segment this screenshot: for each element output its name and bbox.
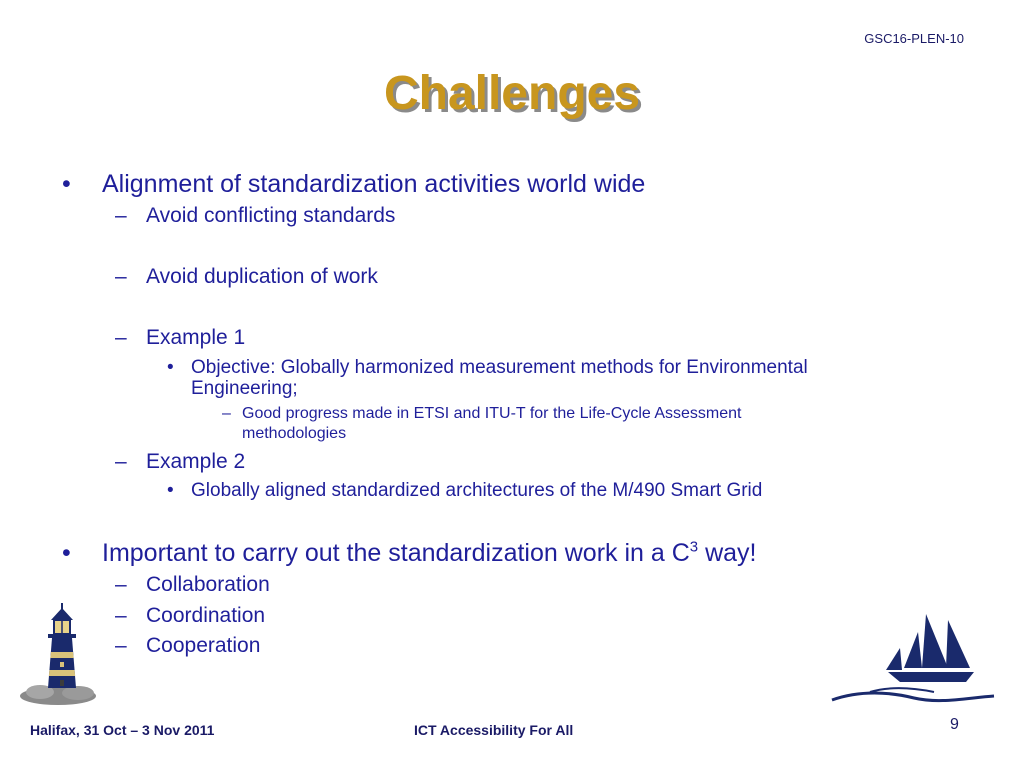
sailing-ship-icon (830, 612, 996, 712)
bullet-marker: • (62, 539, 71, 567)
bullet-marker: • (167, 357, 174, 378)
sub-bullet-avoid-conflicting: Avoid conflicting standards (146, 204, 396, 227)
page-number: 9 (950, 716, 959, 733)
sub-bullet-example-1: Example 1 (146, 326, 246, 349)
dash-marker: – (115, 450, 127, 473)
slide-title: Challenges (383, 67, 641, 120)
dash-marker: – (115, 634, 127, 657)
dash-marker: – (115, 573, 127, 596)
sub-bullet-example-2: Example 2 (146, 450, 246, 473)
sub-bullet-collaboration: Collaboration (146, 573, 270, 596)
dash-marker: – (222, 405, 231, 422)
sub-bullet-cooperation: Cooperation (146, 634, 261, 657)
dash-marker: – (115, 204, 127, 227)
document-id: GSC16-PLEN-10 (864, 31, 964, 46)
superscript-3: 3 (689, 538, 699, 556)
sub-bullet-avoid-duplication: Avoid duplication of work (146, 265, 378, 288)
dash-marker: – (115, 604, 127, 627)
dash-marker: – (115, 265, 127, 288)
progress-line-1: Good progress made in ETSI and ITU-T for the Life-Cycle Assessment (242, 405, 742, 422)
bullet-marker: • (167, 480, 174, 501)
footer-event: ICT Accessibility For All (414, 722, 574, 738)
bullet-marker: • (62, 170, 71, 198)
progress-line-2: methodologies (242, 425, 347, 442)
objective-line-1: Objective: Globally harmonized measurement methods for Environmental (191, 357, 808, 378)
bullet-alignment: Alignment of standardization activities world wide (102, 170, 646, 198)
bullet-important: Important to carry out the standardization work in a $C^3$ way! (102, 538, 757, 567)
smart-grid-line: Globally aligned standardized architectures of the M/490 Smart Grid (191, 480, 763, 501)
sub-bullet-coordination: Coordination (146, 604, 266, 627)
dash-marker: – (115, 326, 127, 349)
footer-location: Halifax, 31 Oct – 3 Nov 2011 (30, 722, 215, 738)
lighthouse-icon (18, 600, 100, 708)
objective-line-2: Engineering; (191, 378, 298, 399)
